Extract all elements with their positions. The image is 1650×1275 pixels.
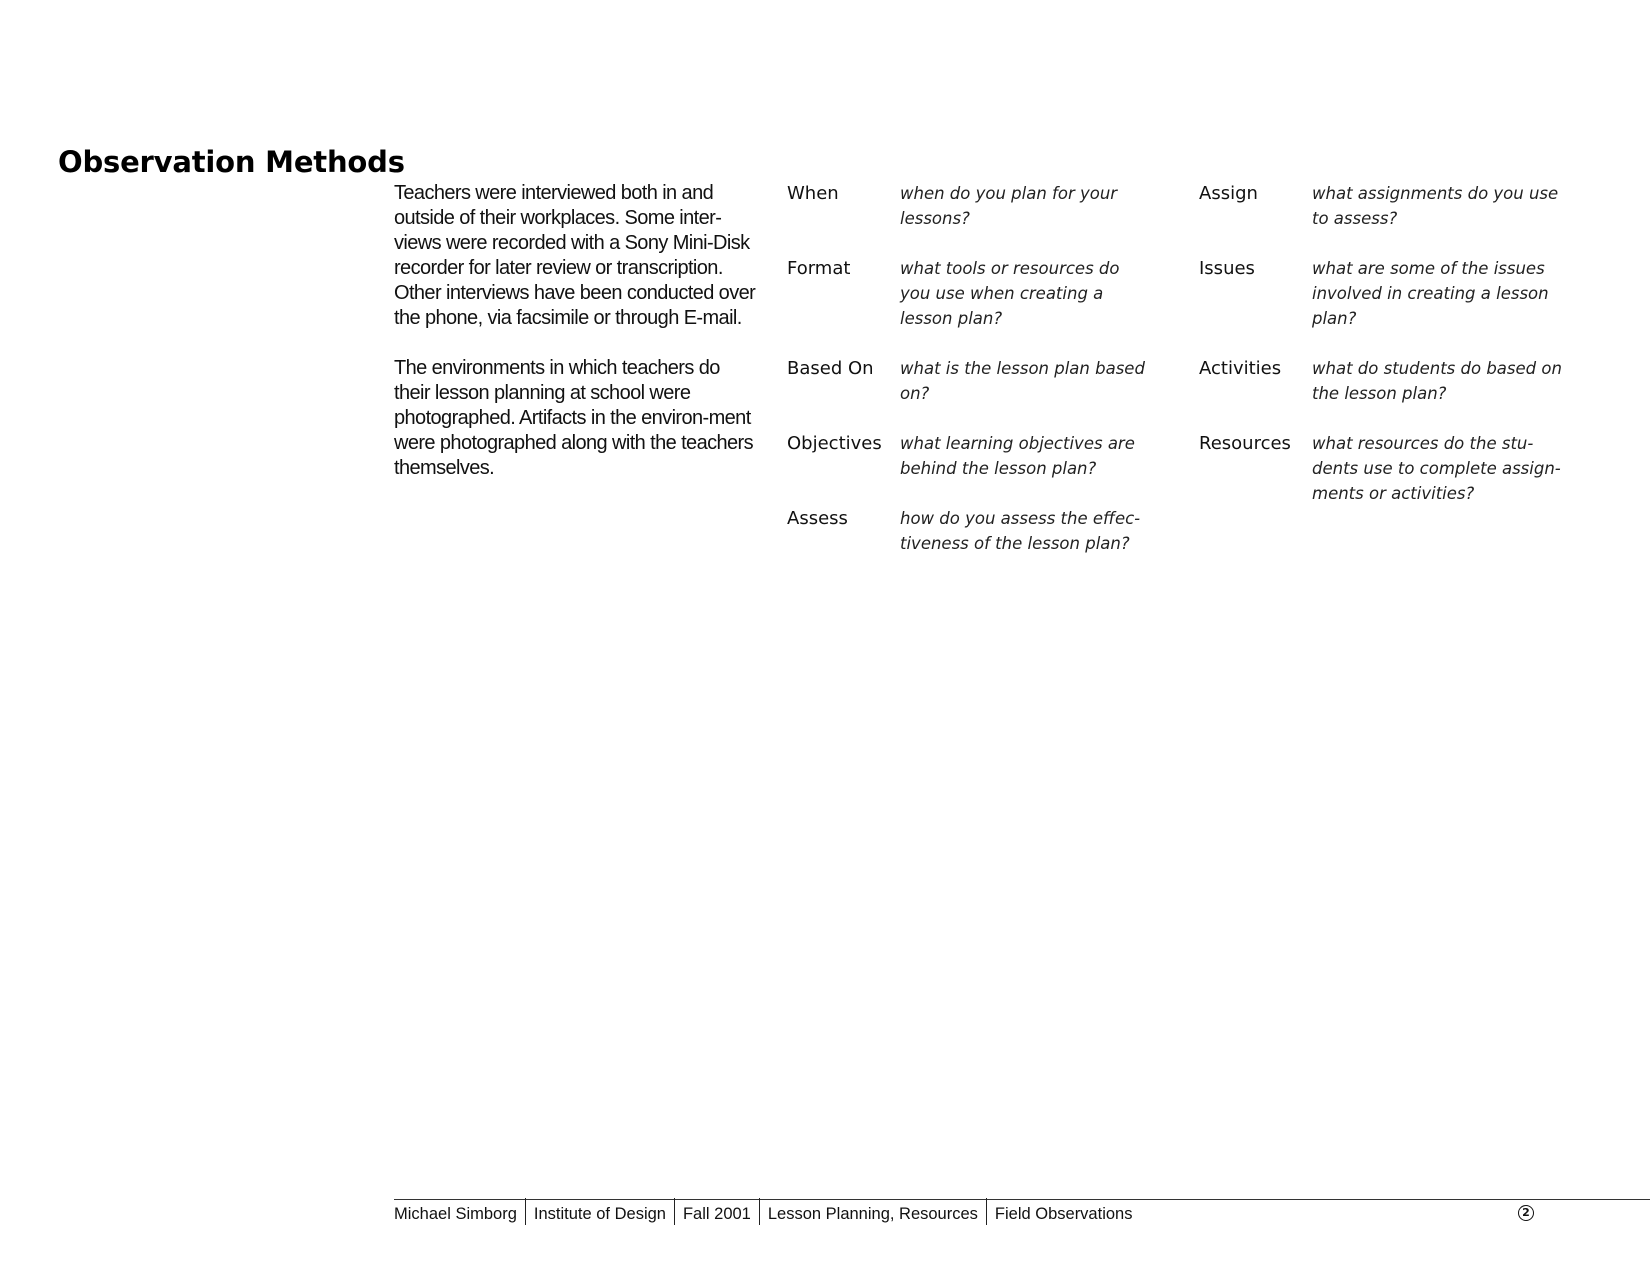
question-label: Based On [787,358,874,379]
footer-section: Field Observations [986,1198,1141,1225]
question-row-objectives [787,431,1150,481]
page-title: Observation Methods [58,145,405,179]
question-text: how do you assess the effec-tiveness of the lesson plan? [900,509,1141,553]
question-label: Format [787,258,851,279]
question-text: what do students do based on the lesson plan? [1312,359,1562,403]
question-text: what resources do the stu-dents use to complete assign-ments or activities? [1312,434,1561,503]
question-row-activities [1199,356,1562,406]
question-label: Assess [787,508,848,529]
question-row-based-on [787,356,1150,406]
question-row-issues [1199,256,1562,331]
question-row-format [787,256,1150,331]
question-label: Assign [1199,183,1258,204]
question-label: Activities [1199,358,1282,379]
question-label: Objectives [787,433,882,454]
footer-project: Lesson Planning, Resources [759,1198,986,1225]
intro-text [394,181,756,506]
question-text: what is the lesson plan based on? [900,359,1145,403]
question-text: what assignments do you use to assess? [1312,184,1559,228]
question-row-assess [787,506,1150,556]
intro-paragraph: The environments in which teachers do their lesson planning at school were photographed. Artifacts in the environ-ment were photographed along with the teachers themselves. [394,357,753,479]
footer-term: Fall 2001 [674,1198,759,1225]
footer [394,1203,1140,1225]
question-text: when do you plan for your lessons? [900,184,1118,228]
question-column-2 [1199,181,1562,531]
footer-author: Michael Simborg [394,1205,517,1223]
question-text: what tools or resources do you use when creating a lesson plan? [900,259,1120,328]
intro-paragraph: Teachers were interviewed both in and outside of their workplaces. Some inter-views were recorded with a Sony Mini-Disk recorder for later review or transcription. Other interviews have been conducted over the phone, via facsimile or through E-mail. [394,182,756,329]
question-label: Resources [1199,433,1291,454]
question-label: When [787,183,839,204]
question-text: what are some of the issues involved in creating a lesson plan? [1312,259,1549,328]
question-column-1 [787,181,1150,581]
question-row-when [787,181,1150,231]
question-text: what learning objectives are behind the lesson plan? [900,434,1135,478]
page-number: 2 [1518,1205,1534,1221]
question-label: Issues [1199,258,1255,279]
question-row-resources [1199,431,1562,506]
question-row-assign [1199,181,1562,231]
footer-institution: Institute of Design [525,1198,674,1225]
